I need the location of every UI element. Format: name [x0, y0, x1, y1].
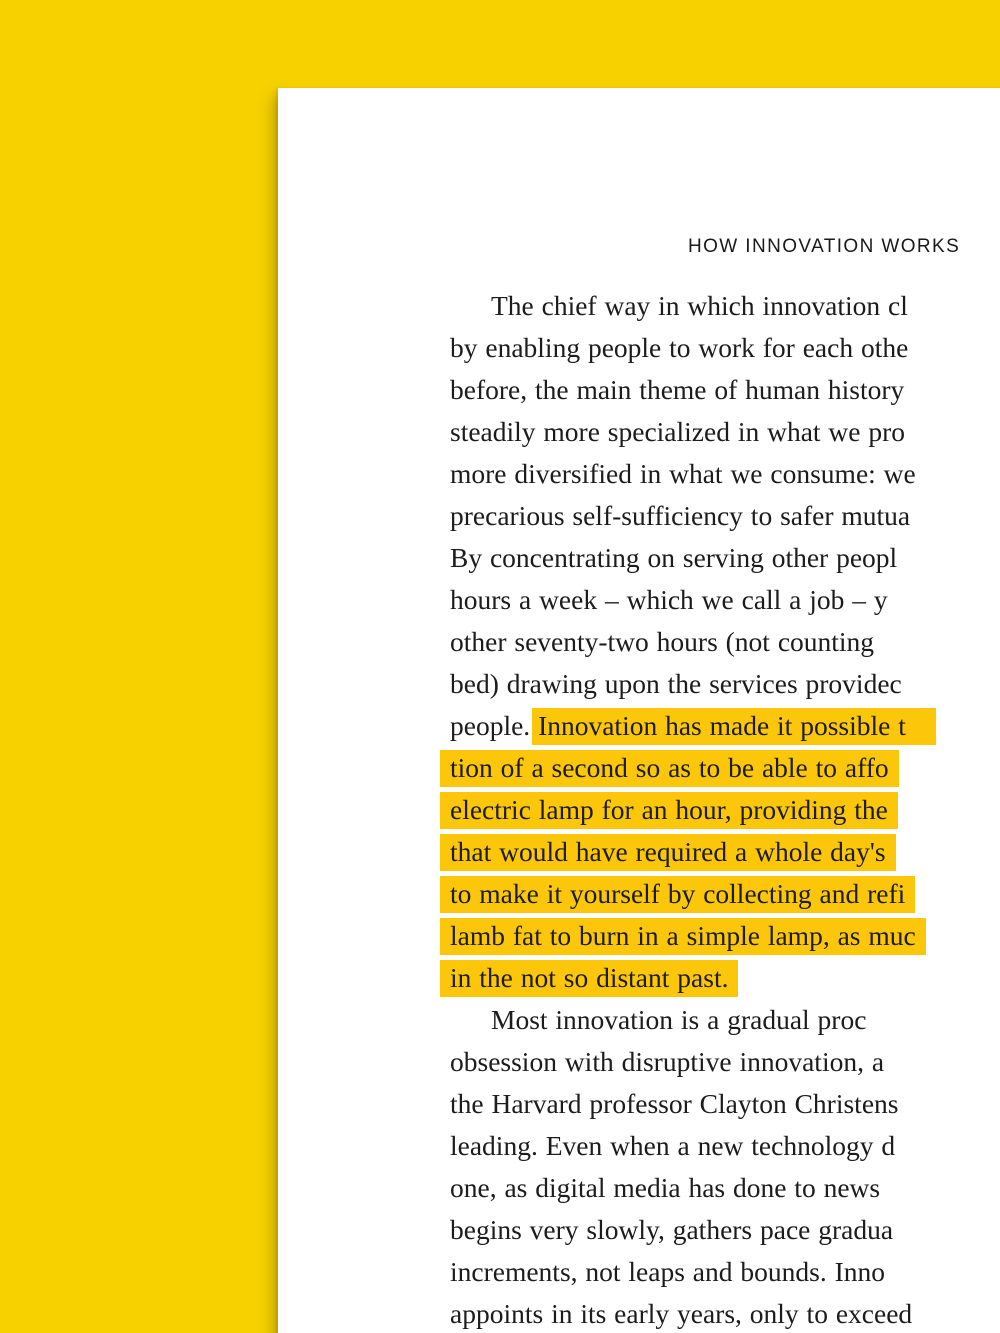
highlighted-line — [450, 747, 1000, 789]
text-line: bed) drawing upon the services providec — [450, 668, 902, 699]
highlighted-line — [450, 831, 1000, 873]
text-line: steadily more specialized in what we pro — [450, 416, 906, 447]
highlighted-text: electric lamp for an hour, providing the — [440, 792, 898, 829]
running-head: HOW INNOVATION WORKS — [688, 236, 961, 257]
text-line: by enabling people to work for each othe — [450, 332, 909, 363]
text-line: other seventy-two hours (not counting — [450, 626, 875, 657]
text-line: leading. Even when a new technology d — [450, 1130, 896, 1161]
text-line: one, as digital media has done to news — [450, 1172, 881, 1203]
text-line: before, the main theme of human history — [450, 374, 905, 405]
highlighted-text: lamb fat to burn in a simple lamp, as muc — [440, 918, 926, 955]
text-line: appoints in its early years, only to exceed — [450, 1298, 913, 1329]
highlighted-text: to make it yourself by collecting and refi — [440, 876, 915, 913]
text-line: The chief way in which innovation cl — [491, 290, 908, 321]
highlighted-line — [450, 957, 1000, 999]
text-fragment: people. — [450, 710, 531, 741]
highlighted-text: Innovation has made it possible t — [532, 708, 936, 745]
text-line: obsession with disruptive innovation, a — [450, 1046, 885, 1077]
text-line: increments, not leaps and bounds. Inno — [450, 1256, 885, 1287]
text-line: more diversified in what we consume: we — [450, 458, 916, 489]
book-page — [278, 88, 1000, 1333]
highlighted-line — [450, 873, 1000, 915]
text-line: By concentrating on serving other peopl — [450, 542, 898, 573]
text-line: precarious self-sufficiency to safer mutua — [450, 500, 911, 531]
text-line: the Harvard professor Clayton Christens — [450, 1088, 899, 1119]
highlighted-line — [450, 915, 1000, 957]
highlighted-text: in the not so distant past. — [440, 960, 738, 997]
text-line: begins very slowly, gathers pace gradua — [450, 1214, 894, 1245]
text-line: Most innovation is a gradual proc — [491, 1004, 867, 1035]
highlighted-text: that would have required a whole day's — [440, 834, 896, 871]
highlighted-text: tion of a second so as to be able to affo — [440, 750, 899, 787]
text-line: hours a week – which we call a job – y — [450, 584, 888, 615]
highlighted-line — [450, 789, 1000, 831]
text-line — [450, 705, 1000, 747]
